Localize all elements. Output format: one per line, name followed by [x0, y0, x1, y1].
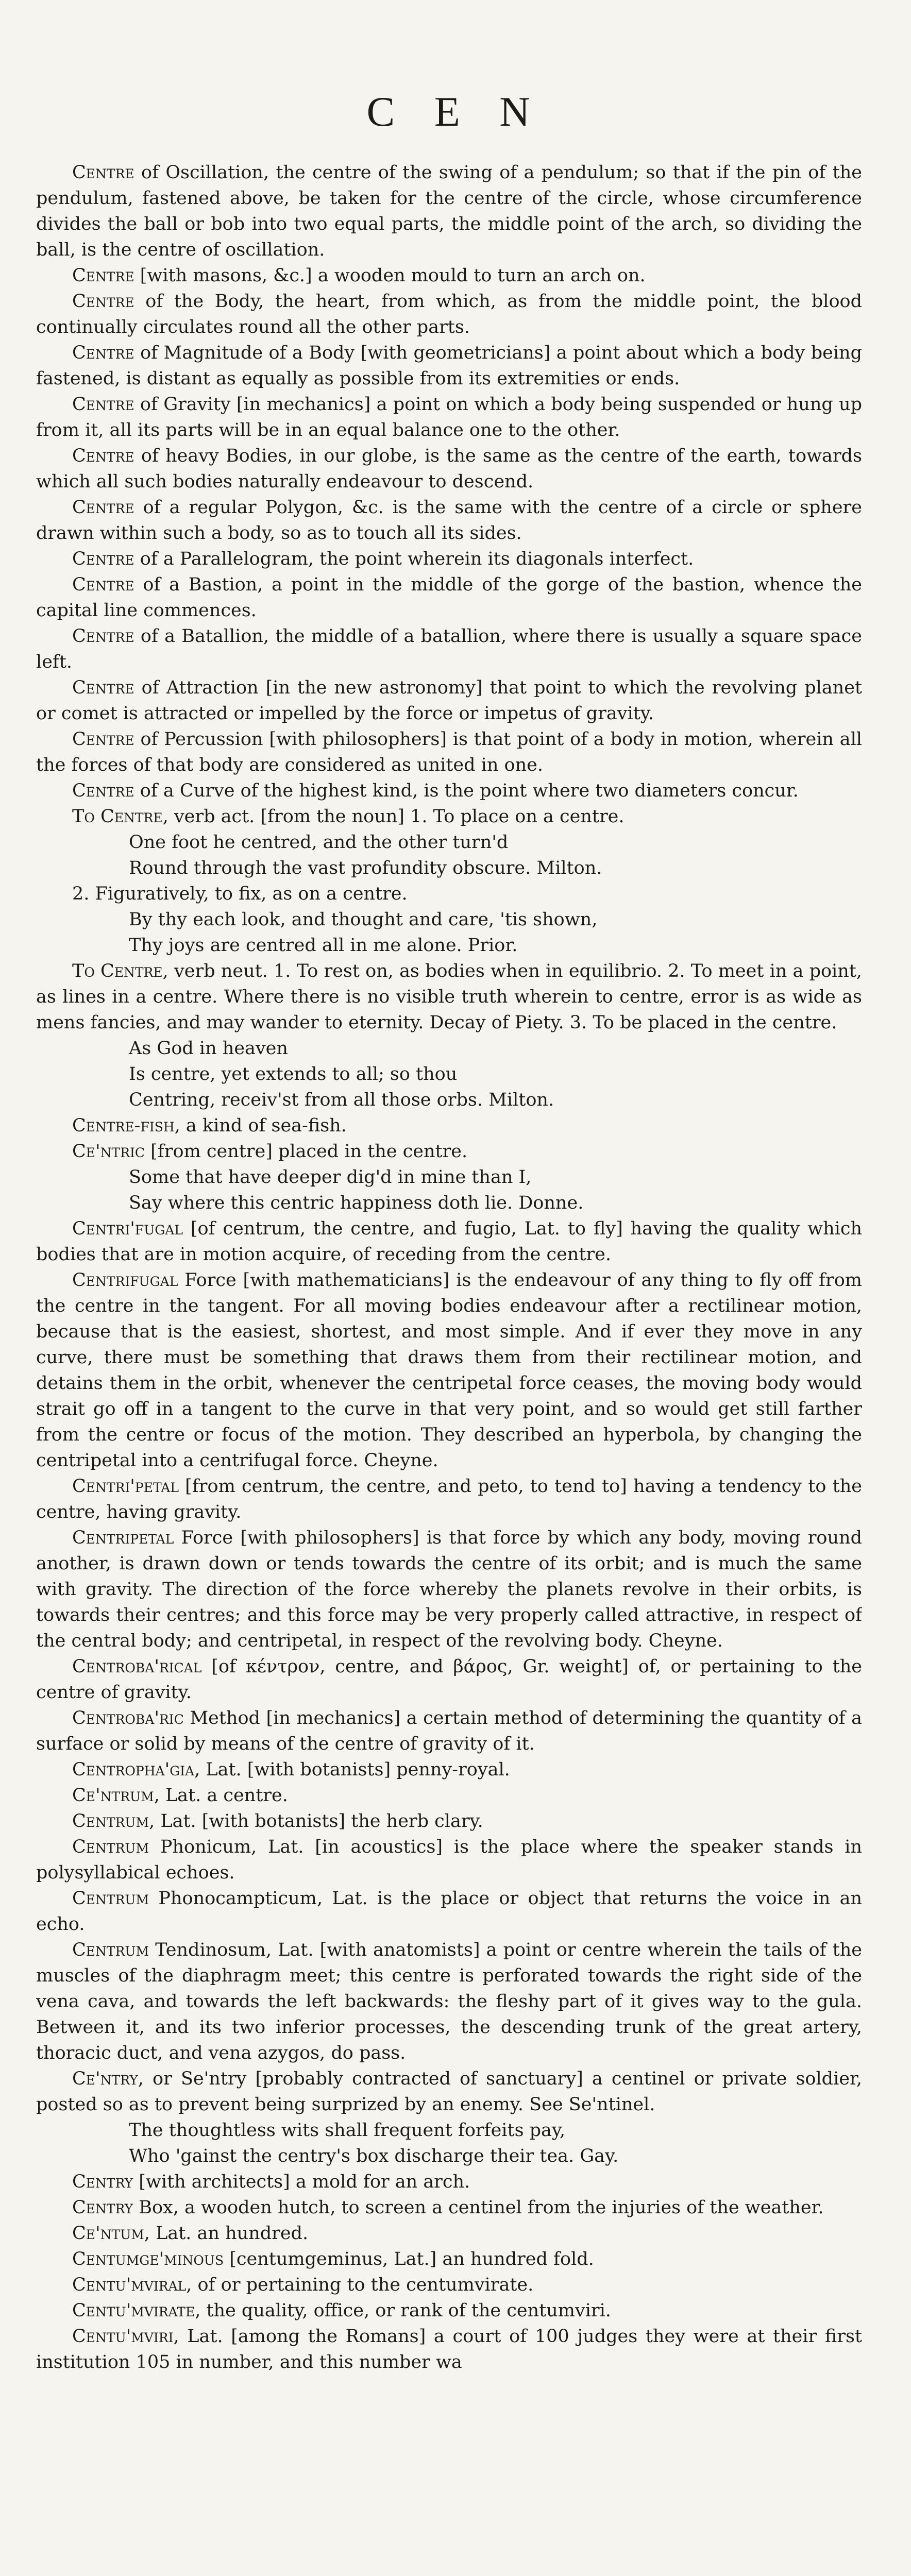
dictionary-entry: Centu'mviri, Lat. [among the Romans] a court of 100 judges they were at their first institution 105 in number, and this number wa	[36, 2326, 862, 2372]
dictionary-entry: Centroba'rical [of κέντρον, centre, and βάρος, Gr. weight] of, or pertaining to the centre of gravity.	[36, 1656, 862, 1703]
quotation-verse: One foot he centred, and the other turn'd Round through the vast profundity obscure. Milton.	[129, 832, 602, 878]
entries-group-2	[36, 1216, 862, 2117]
dictionary-entry: Ce'ntrum, Lat. a centre.	[72, 1785, 288, 1806]
dictionary-entry: To Centre, verb neut. 1. To rest on, as bodies when in equilibrio. 2. To meet in a point, as lines in a centre. Where there is no visible truth wherein to centre, error is as wide as mens fancies, and may wander to eternity. Decay of Piety. 3. To be placed in the centre.	[36, 961, 862, 1033]
dictionary-entry: Centre of a Curve of the highest kind, is the point where two diameters concur.	[72, 781, 799, 801]
dictionary-entry: Centumge'minous [centumgeminus, Lat.] an hundred fold.	[72, 2249, 594, 2269]
dictionary-entry: Centre of a regular Polygon, &c. is the same with the centre of a circle or sphere drawn within such a body, so as to touch all its sides.	[36, 497, 862, 544]
dictionary-entry: Centu'mvirate, the quality, office, or rank of the centumviri.	[72, 2300, 611, 2321]
dictionary-entry: Centre-fish, a kind of sea-fish.	[72, 1115, 347, 1136]
running-head: C E N	[366, 88, 545, 135]
page-body	[36, 160, 862, 2576]
dictionary-entry: Ce'ntric [from centre] placed in the centre.	[72, 1141, 468, 1162]
dictionary-entry: Centre of Percussion [with philosophers] is that point of a body in motion, wherein all the forces of that body are considered as united in one.	[36, 729, 862, 775]
dictionary-entry: Ce'ntum, Lat. an hundred.	[72, 2223, 309, 2244]
entries-group-1	[36, 160, 862, 829]
dictionary-entry: To Centre, verb act. [from the noun] 1. To place on a centre.	[72, 806, 625, 827]
dictionary-entry: Centry [with architects] a mold for an arch.	[72, 2172, 470, 2192]
dictionary-entry: Centre of a Batallion, the middle of a batallion, where there is usually a square space left.	[36, 626, 862, 672]
dictionary-entry: Centre of a Parallelogram, the point wherein its diagonals interfect.	[72, 549, 694, 569]
dictionary-entry: Centri'petal [from centrum, the centre, and peto, to tend to] having a tendency to the centre, having gravity.	[36, 1476, 862, 1522]
dictionary-entry: Centre of a Bastion, a point in the middle of the gorge of the bastion, whence the capital line commences.	[36, 574, 862, 621]
dictionary-entry: Centroba'ric Method [in mechanics] a certain method of determining the quantity of a surface or solid by means of the centre of gravity of it.	[36, 1708, 862, 1754]
dictionary-entry: Centre [with masons, &c.] a wooden mould to turn an arch on.	[72, 265, 646, 286]
dictionary-entry: Centri'fugal [of centrum, the centre, and fugio, Lat. to fly] having the quality which bodies that are in motion acquire, of receding from the centre.	[36, 1218, 862, 1265]
quotation-verse: By thy each look, and thought and care, 'tis shown, Thy joys are centred all in me alone. Prior.	[129, 909, 598, 956]
dictionary-entry: Centre of Gravity [in mechanics] a point on which a body being suspended or hung up from it, all its parts will be in an equal balance one to the other.	[36, 394, 862, 440]
quotation-verse: The thoughtless wits shall frequent forfeits pay, Who 'gainst the centry's box discharge their tea. Gay.	[129, 2120, 619, 2166]
dictionary-entry: Centrifugal Force [with mathematicians] is the endeavour of any thing to fly off from the centre in the tangent. For all moving bodies endeavour after a rectilinear motion, because that is the easiest, shortest, and most simple. And if ever they move in any curve, there must be something that draws them from their rectilinear motion, and detains them in the orbit, whenever the centripetal force ceases, the moving body would strait go off in a tangent to the curve in that very point, and so would get still farther from the centre or focus of the motion. They described an hyperbola, by changing the centripetal into a centrifugal force. Cheyne.	[36, 1270, 862, 1471]
entries-group-3	[36, 2169, 862, 2375]
dictionary-entry: Centrum Phonicum, Lat. [in acoustics] is the place where the speaker stands in polysyllabical echoes.	[36, 1837, 862, 1883]
dictionary-entry: Centrum, Lat. [with botanists] the herb clary.	[72, 1811, 483, 1832]
dictionary-entry: Centrum Phonocampticum, Lat. is the place or object that returns the voice in an echo.	[36, 1888, 862, 1935]
dictionary-entry: 2. Figuratively, to fix, as on a centre.	[72, 884, 408, 904]
dictionary-entry: Centu'mviral, of or pertaining to the centumvirate.	[72, 2275, 534, 2295]
dictionary-entry: Centropha'gia, Lat. [with botanists] penny-royal.	[72, 1759, 510, 1780]
dictionary-entry: Centre of Magnitude of a Body [with geometricians] a point about which a body being fastened, is distant as equally as possible from its extremities or ends.	[36, 343, 862, 389]
dictionary-entry: Centre of the Body, the heart, from which, as from the middle point, the blood continually circulates round all the other parts.	[36, 291, 862, 337]
quotation-verse: Some that have deeper dig'd in mine than I, Say where this centric happiness doth lie. Donne.	[129, 1167, 584, 1213]
dictionary-entry: Centry Box, a wooden hutch, to screen a centinel from the injuries of the weather.	[72, 2197, 824, 2218]
dictionary-entry: Centrum Tendinosum, Lat. [with anatomists] a point or centre wherein the tails of the muscles of the diaphragm meet; this centre is perforated towards the right side of the vena cava, and towards the left backwards: the fleshy part of it gives way to the gula. Between it, and its two inferior processes, the descending trunk of the great artery, thoracic duct, and vena azygos, do pass.	[36, 1940, 862, 2063]
dictionary-entry: Ce'ntry, or Se'ntry [probably contracted of sanctuary] a centinel or private soldier, posted so as to prevent being surprized by an enemy. See Se'ntinel.	[36, 2069, 862, 2115]
quotation-verse: As God in heaven Is centre, yet extends to all; so thou Centring, receiv'st from all those orbs. Milton.	[129, 1038, 554, 1110]
dictionary-entry: Centripetal Force [with philosophers] is that force by which any body, moving round another, is drawn down or tends towards the centre of its orbit; and is much the same with gravity. The direction of the force whereby the planets revolve in their orbits, is towards their centres; and this force may be very properly called attractive, in respect of the central body; and centripetal, in respect of the revolving body. Cheyne.	[36, 1528, 862, 1651]
dictionary-entry: Centre of heavy Bodies, in our globe, is the same as the centre of the earth, towards which all such bodies naturally endeavour to descend.	[36, 446, 862, 492]
dictionary-entry: Centre of Attraction [in the new astronomy] that point to which the revolving planet or comet is attracted or impelled by the force or impetus of gravity.	[36, 677, 862, 724]
dictionary-entry: Centre of Oscillation, the centre of the swing of a pendulum; so that if the pin of the pendulum, fastened above, be taken for the centre of the circle, whose circumference divides the ball or bob into two equal parts, the middle point of the arch, so dividing the ball, is the centre of oscillation.	[36, 162, 862, 260]
